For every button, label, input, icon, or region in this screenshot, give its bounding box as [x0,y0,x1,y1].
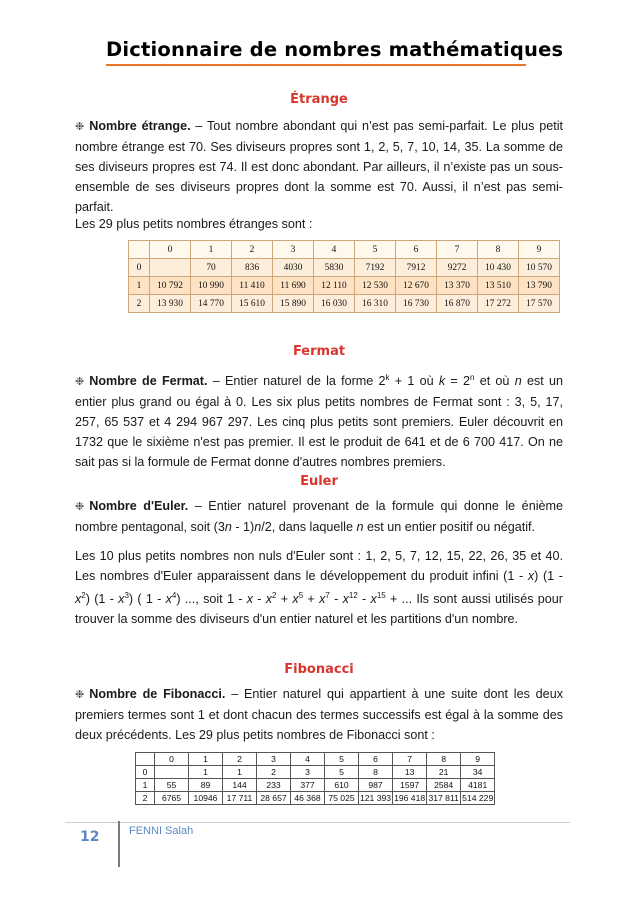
row-header: 1 [129,277,150,295]
table-cell [150,259,191,277]
column-header: 5 [325,753,359,766]
table-cell: 16 870 [437,295,478,313]
row-header: 0 [136,766,155,779]
table-cell: 5830 [314,259,355,277]
text: + 1 où [389,374,439,389]
table-cell: 6765 [155,792,189,805]
row-header: 1 [136,779,155,792]
paragraph-euler [75,496,563,537]
bullet-icon: ❉ [75,501,85,513]
text: = 2 [445,374,470,389]
table-cell: 13 790 [519,277,560,295]
text: /2, dans laquelle [261,520,357,534]
term-label: Nombre étrange. [89,119,191,133]
text: – Entier naturel de la forme 2 [207,374,386,389]
table-cell: 15 890 [273,295,314,313]
table-row [129,259,560,277]
text: + ... Ils sont aussi utilisés pour trouver la somme des diviseurs d'un entier naturel et les partitions d'un nombre. [75,592,563,627]
table-corner-cell [129,241,150,259]
variable: x [342,592,349,607]
column-header: 0 [155,753,189,766]
exponent: k [385,373,390,382]
table-cell: 11 410 [232,277,273,295]
table-cell: 4181 [461,779,495,792]
title-underline [106,64,526,66]
page-title: Dictionnaire de nombres mathématiques [106,38,564,61]
column-header: 9 [519,241,560,259]
bullet-icon: ❉ [75,376,85,389]
definition-text: – Entier naturel qui appartient à une suite dont les deux premiers termes sont 1 et dont chacun des termes successifs est égal à la somme des deux précédents. Les 29 plus petits nombres de Fibonacci sont : [75,687,563,742]
paragraph-fibonacci [75,684,563,745]
table-cell: 13 510 [478,277,519,295]
table-cell: 836 [232,259,273,277]
table-cell: 8 [359,766,393,779]
text: + [303,592,320,607]
column-header: 6 [359,753,393,766]
variable: x [118,592,125,607]
table-cell: 13 [393,766,427,779]
table-row [129,277,560,295]
definition-text: – Tout nombre abondant qui n’est pas semi-parfait. Le plus petit nombre étrange est 70. Ses diviseurs propres sont 1, 2, 5, 7, 10, 14, 35. La somme de ses diviseurs propres est 74. Il est donc abondant. Par ailleurs, il n’existe pas un sous-ensemble de ses diviseurs propres dont la somme est 70. Aussi, il n’est pas semi-parfait. [75,119,563,214]
column-header: 1 [191,241,232,259]
row-header: 0 [129,259,150,277]
text: + [276,592,293,607]
table-row [129,295,560,313]
variable: x [265,592,273,607]
term-label: Nombre de Fermat. [89,374,208,389]
column-header: 2 [223,753,257,766]
bullet-icon: ❉ [75,689,85,701]
header [106,38,564,66]
table-cell: 317 811 [428,793,459,803]
column-header: 4 [314,241,355,259]
table-etrange [128,240,560,313]
text: - [329,592,343,607]
table-cell: 34 [461,766,495,779]
text: - [357,592,371,607]
table-cell: 5 [325,766,359,779]
paragraph-etrange [75,116,563,217]
table-row [136,766,495,779]
column-header: 7 [393,753,427,766]
table-cell: 2 [257,766,291,779]
table-cell [155,766,189,779]
exponent: 2 [272,591,277,600]
table-cell: 3 [291,766,325,779]
table-corner-cell [136,753,155,766]
table-cell: 1 [223,766,257,779]
table-cell: 46 368 [291,792,325,805]
table-cell: 7912 [396,259,437,277]
list-intro-etrange: Les 29 plus petits nombres étranges sont : [75,217,313,231]
table-header-row [136,753,495,766]
column-header: 2 [232,241,273,259]
table-cell: 15 610 [232,295,273,313]
variable: n [356,520,364,534]
variable: x [370,592,377,607]
column-header: 9 [461,753,495,766]
table-cell: 987 [359,779,393,792]
table-cell: 1597 [393,779,427,792]
exponent: n [470,373,475,382]
table-cell: 4030 [273,259,314,277]
table-cell: 7192 [355,259,396,277]
table-cell: 13 370 [437,277,478,295]
table-cell: 10 570 [519,259,560,277]
variable: k [438,374,446,389]
bullet-icon: ❉ [75,121,85,133]
table-cell: 75 025 [325,792,359,805]
table-cell: 144 [223,779,257,792]
column-header: 1 [189,753,223,766]
variable: x [75,592,82,607]
text: et où [474,374,515,389]
table-fibonacci [135,752,495,805]
row-header: 2 [136,792,155,805]
text: - 1) [231,520,255,534]
table-row [136,792,495,805]
table-cell: 2584 [427,779,461,792]
table-cell: 12 530 [355,277,396,295]
table-cell: 16 030 [314,295,355,313]
variable: x [165,592,172,607]
table-cell: 11 690 [273,277,314,295]
term-label: Nombre d'Euler. [89,499,189,513]
table-cell: 10946 [189,792,223,805]
table-cell: 21 [427,766,461,779]
section-heading-fibonacci: Fibonacci [284,662,354,677]
variable: x [292,592,299,607]
column-header: 7 [437,241,478,259]
table-header-row [129,241,560,259]
table-cell: 13 930 [150,295,191,313]
variable: x [319,592,326,607]
variable: n [254,520,262,534]
column-header: 8 [427,753,461,766]
exponent: 15 [376,591,386,600]
table-cell: 514 229 [462,793,494,803]
section-heading-euler: Euler [300,474,338,489]
exponent: 3 [124,591,129,600]
text: est un entier positif ou négatif. [363,520,536,534]
exponent: 2 [81,591,86,600]
paragraph-euler-2 [75,546,563,629]
table-cell: 12 110 [314,277,355,295]
text: – Entier naturel provenant de la formule qui donne le énième nombre pentagonal, soit (3 [75,499,563,534]
table-cell: 10 430 [478,259,519,277]
column-header: 5 [355,241,396,259]
table-cell: 121 393 [360,793,392,803]
variable: n [224,520,232,534]
paragraph-fermat [75,368,563,472]
table-cell: 233 [257,779,291,792]
text: Les 10 plus petits nombres non nuls d'Euler sont : 1, 2, 5, 7, 12, 15, 22, 26, 35 et 40. Les nombres d'Euler apparaissent dans le développement du produit infini (1 - [75,549,563,583]
text: ) (1 - [85,592,119,607]
table-cell: 14 770 [191,295,232,313]
table-cell: 55 [155,779,189,792]
table-cell: 17 711 [223,792,257,805]
column-header: 3 [273,241,314,259]
exponent: 4 [171,591,177,600]
text: est un entier plus grand ou égal à 0. Les six plus petits nombres de Fermat sont : 3, 5, 17, 257, 65 537 et 4 294 967 297. Les cinq plus petits sont premiers. Euler découvrit en 1732 que le sixième n'est pas premier. Il est le produit de 641 et de 6 700 417. On ne sait pas si la formule de Fermat donne d'autres nombres premiers. [75,374,563,470]
column-header: 3 [257,753,291,766]
section-heading-fermat: Fermat [292,344,346,359]
footer-rule [65,822,570,823]
table-cell: 10 990 [191,277,232,295]
row-header: 2 [129,295,150,313]
variable: x [527,569,535,583]
text: ) (1 - [534,569,563,583]
variable: n [514,374,522,389]
table-cell: 16 730 [396,295,437,313]
column-header: 0 [150,241,191,259]
table-cell: 9272 [437,259,478,277]
exponent: 5 [298,591,304,600]
variable: x [246,592,253,607]
page-number: 12 [80,829,100,845]
table-cell: 610 [325,779,359,792]
table-cell: 10 792 [150,277,191,295]
table-cell: 28 657 [257,792,291,805]
column-header: 8 [478,241,519,259]
table-cell: 17 570 [519,295,560,313]
table-cell: 89 [189,779,223,792]
exponent: 12 [348,591,358,600]
footer-divider [118,821,120,867]
table-cell: 70 [191,259,232,277]
term-label: Nombre de Fibonacci. [89,687,226,701]
table-cell: 17 272 [478,295,519,313]
text: - [253,592,266,607]
table-cell: 12 670 [396,277,437,295]
section-heading-etrange: Étrange [290,92,348,107]
exponent: 7 [325,591,330,600]
column-header: 4 [291,753,325,766]
table-cell: 16 310 [355,295,396,313]
table-row [136,779,495,792]
text: ) ..., soit 1 - [176,592,247,607]
table-cell: 377 [291,779,325,792]
author-name: FENNI Salah [129,825,194,837]
column-header: 6 [396,241,437,259]
table-cell: 196 418 [394,793,426,803]
table-cell: 1 [189,766,223,779]
text: ) ( 1 - [128,592,166,607]
